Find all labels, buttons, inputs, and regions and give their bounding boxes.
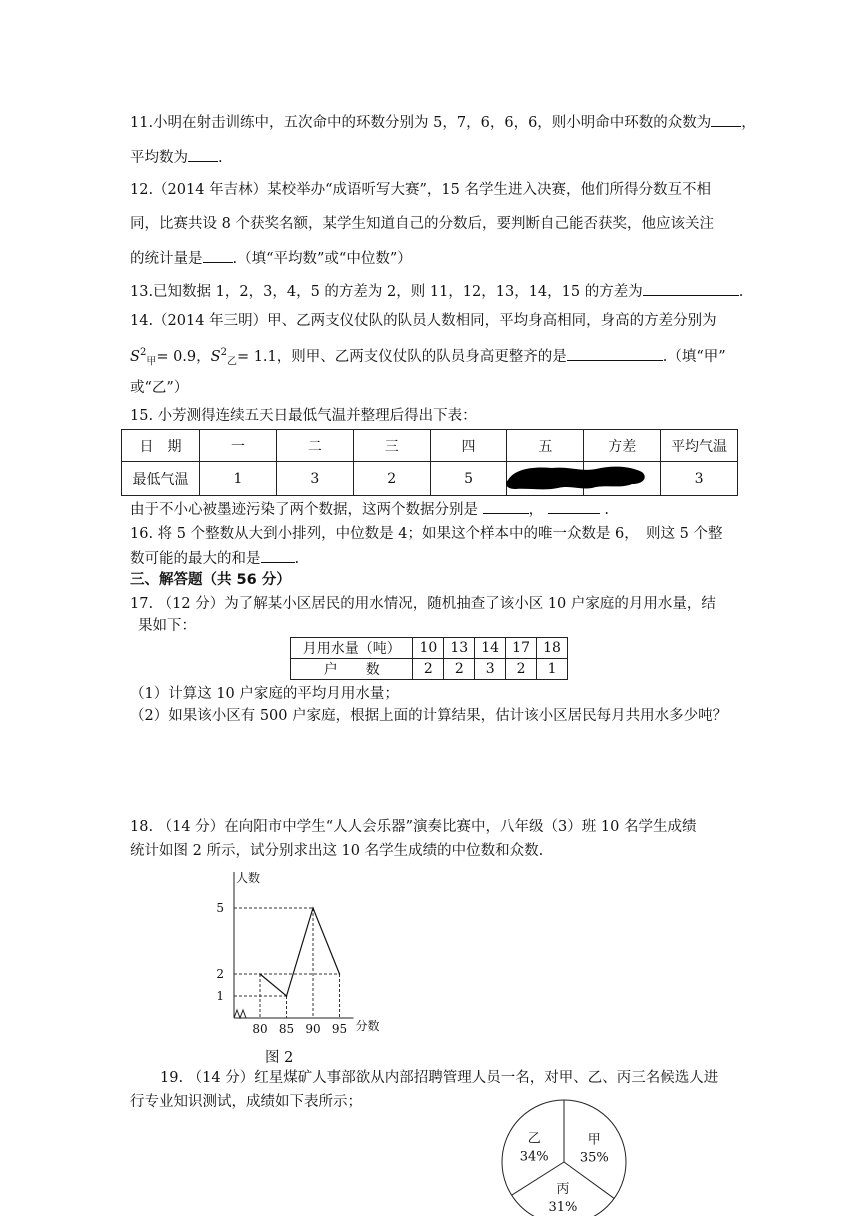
q15-blank-1[interactable]: [483, 499, 529, 514]
q14-val-yi: = 1.1: [236, 348, 277, 365]
q14-line2: [130, 343, 726, 373]
q14-sup-2: 2: [220, 347, 227, 358]
q15-header-row: [122, 430, 738, 462]
ink-stain: [500, 462, 650, 492]
q13-blank[interactable]: [643, 281, 739, 296]
q14-text2-end: .（填“甲”: [662, 348, 726, 365]
q11-line2: [130, 147, 223, 168]
q15-after: [130, 499, 609, 520]
x-tick-label: 80: [252, 1022, 268, 1036]
q17-table: [290, 637, 568, 680]
data-point: [286, 995, 288, 997]
q15-after-text: 由于不小心被墨迹污染了两个数据，这两个数据分别是: [130, 502, 478, 518]
q17-cell: 2: [506, 659, 537, 680]
q16-line1: 16. 将 5 个整数从大到小排列，中位数是 4；如果这个样本中的唯一众数是 6， 则这 5 个整: [130, 526, 723, 542]
q15-cell: 3: [661, 462, 738, 496]
q15-header-cell: 五: [507, 430, 584, 462]
q15-header-cell: 日 期: [122, 430, 200, 462]
q14-line3: 或“乙”）: [130, 380, 189, 396]
q15-header-cell: 一: [200, 430, 277, 462]
axis-break: [234, 1010, 246, 1018]
pie-slice-value: 35%: [579, 1150, 609, 1166]
pie-slice-value: 31%: [548, 1199, 578, 1215]
q11-text2: 平均数为: [130, 150, 188, 166]
q15-header-cell: 平均气温: [661, 430, 738, 462]
q15-cell: 1: [200, 462, 277, 496]
q11-blank-mean[interactable]: [188, 147, 218, 162]
score-line-chart: [210, 866, 410, 1066]
candidate-pie-chart: [496, 1094, 636, 1216]
q11-line1: [130, 112, 756, 133]
q14-sub-jia: 甲: [146, 356, 157, 368]
q17-cell: 1: [537, 659, 568, 680]
q15-after-sep: ，: [528, 502, 544, 518]
x-tick-label: 90: [305, 1022, 321, 1036]
pie-slice-label: 丙: [556, 1181, 570, 1197]
q15-intro: 15. 小芳测得连续五天日最低气温并整理后得出下表：: [130, 408, 477, 424]
q18-line2: 统计如图 2 所示，试分别求出这 10 名学生成绩的中位数和众数.: [130, 843, 544, 859]
pie-slice-label: 乙: [527, 1131, 541, 1147]
q13-line: [130, 281, 743, 302]
q16-text2: 数可能的最大的和是: [130, 551, 261, 567]
q17-header-cell: 10: [413, 638, 444, 659]
q17-header-cell: 13: [444, 638, 475, 659]
y-tick-label: 1: [216, 989, 224, 1003]
q16-blank[interactable]: [261, 548, 295, 563]
q17-cell: 2: [444, 659, 475, 680]
q12-text3-end: .（填“平均数”或“中位数”）: [232, 251, 412, 267]
q12-line1: 12.（2014 年吉林）某校举办“成语听写大赛”，15 名学生进入决赛，他们所得分数互不相: [130, 182, 711, 198]
data-point: [339, 973, 341, 975]
x-tick-label: 95: [331, 1022, 348, 1036]
q15-header-cell: 二: [276, 430, 353, 462]
q14-sep: ，: [196, 348, 211, 365]
q14-sub-yi: 乙: [226, 356, 237, 368]
y-tick-label: 2: [216, 967, 224, 981]
q17-cell: 2: [413, 659, 444, 680]
q11-text-end: ，: [741, 115, 756, 131]
chart-caption: 图 2: [265, 1050, 294, 1066]
series-line: [260, 908, 340, 996]
pie-slice-label: 甲: [587, 1132, 601, 1148]
section-title: 三、解答题（共 56 分）: [130, 572, 291, 588]
y-axis-label: 人数: [236, 871, 261, 885]
q12-text3: 的统计量是: [130, 251, 203, 267]
q13-text: 13.已知数据 1，2，3，4，5 的方差为 2，则 11，12，13，14，15 的方差为: [130, 284, 643, 300]
q18-line1: 18. （14 分）在向阳市中学生“人人会乐器”演奏比赛中，八年级（3）班 10 名学生成绩: [130, 819, 697, 835]
pie-slice-value: 34%: [519, 1149, 549, 1165]
q16-line2: [130, 548, 299, 569]
q17-sub1: （1）计算这 10 户家庭的平均月用水量；: [130, 686, 399, 702]
q17-cell: 3: [475, 659, 506, 680]
data-point: [259, 973, 261, 975]
q14-text2: ，则甲、乙两支仪仗队的队员身高更整齐的是: [276, 348, 567, 365]
q15-after-end: .: [604, 502, 609, 518]
q17-sub2: （2）如果该小区有 500 户家庭，根据上面的计算结果，估计该小区居民每月共用水多少吨？: [130, 708, 728, 724]
q14-s-symbol-2: S: [210, 348, 221, 365]
q15-header-cell: 四: [430, 430, 507, 462]
q11-text: 11.小明在射击训练中，五次命中的环数分别为 5，7，6，6，6，则小明命中环数的众数为: [130, 115, 712, 131]
q15-row-label: 最低气温: [122, 462, 200, 496]
q15-header-cell: 三: [353, 430, 430, 462]
q14-sup-1: 2: [139, 347, 147, 358]
q15-cell: 2: [353, 462, 430, 496]
q14-line1: 14.（2014 年三明）甲、乙两支仪仗队的队员人数相同，平均身高相同，身高的方差分别为: [130, 313, 717, 329]
q17-header-row: [291, 638, 568, 659]
q17-header-cell: 18: [537, 638, 568, 659]
q12-line2: 同，比赛共设 8 个获奖名额，某学生知道自己的分数后，要判断自己能否获奖，他应该关注: [130, 216, 714, 232]
data-point: [312, 907, 314, 909]
q11-blank-mode[interactable]: [711, 112, 741, 127]
q19-line2: 行专业知识测试，成绩如下表所示；: [130, 1094, 362, 1110]
q17-line1: 17. （12 分）为了解某小区居民的用水情况，随机抽查了该小区 10 户家庭的月用水量，结: [130, 596, 716, 612]
q17-line2: 果如下：: [138, 618, 196, 634]
q14-s-symbol-1: S: [130, 348, 140, 365]
q17-header-cell: 17: [506, 638, 537, 659]
q17-header-cell: 14: [475, 638, 506, 659]
q12-line3: [130, 248, 412, 269]
x-tick-label: 85: [278, 1022, 295, 1036]
q15-cell: 5: [430, 462, 507, 496]
x-axis-label: 分数: [355, 1019, 380, 1033]
q13-text-end: .: [738, 284, 744, 300]
y-tick-label: 5: [216, 901, 224, 915]
q19-line1: 19. （14 分）红星煤矿人事部欲从内部招聘管理人员一名，对甲、乙、丙三名候选人进: [160, 1070, 719, 1086]
q15-blank-2[interactable]: [548, 499, 600, 514]
q14-blank[interactable]: [567, 346, 663, 361]
q16-text2-end: .: [294, 551, 300, 567]
q17-row-label: 户 数: [291, 659, 413, 680]
q15-header-cell: 方差: [584, 430, 661, 462]
q11-text2-end: .: [218, 150, 223, 166]
q17-header-label: 月用水量（吨）: [291, 638, 413, 659]
q12-blank[interactable]: [203, 248, 233, 263]
q15-cell: 3: [276, 462, 353, 496]
q14-val-jia: = 0.9: [156, 348, 197, 365]
q17-data-row: [291, 659, 568, 680]
